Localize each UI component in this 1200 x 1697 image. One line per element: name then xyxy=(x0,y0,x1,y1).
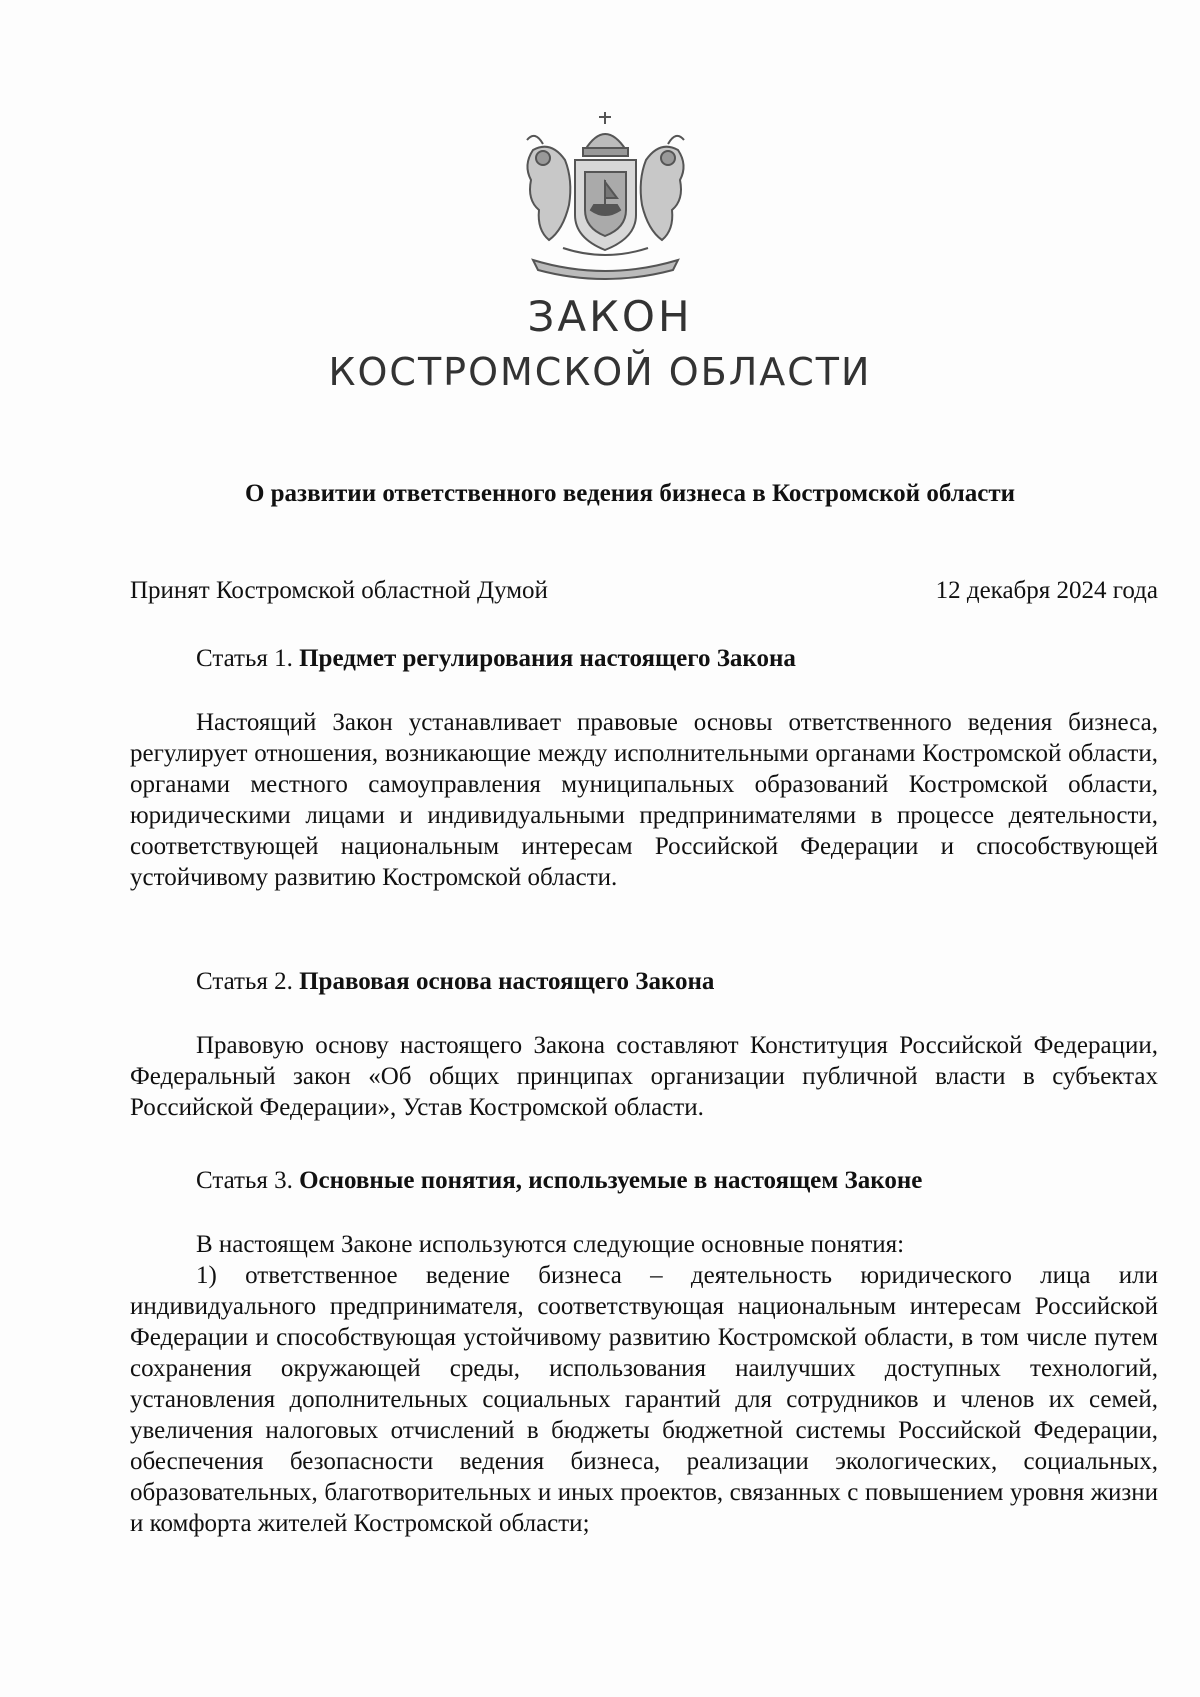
article-1-text: Настоящий Закон устанавливает правовые основы ответственного ведения бизнеса, регулирует отношения, возникающие между исполнительными органами Костромской области, органами местного самоуправления муниципальных образований Костромской области, юридическими лицами и индивидуальными предпринимателями в процессе деятельности, соответствующей национальным интересам Российской Федерации и способствующей устойчивому развитию Костромской области. xyxy=(130,709,1158,891)
article-3-item-1: 1) ответственное ведение бизнеса – деятельность юридического лица или индивидуального предпринимателя, соответствующая национальным интересам Российской Федерации и способствующая устойчивому развитию Костромской области, в том числе путем сохранения окружающей среды, использования наилучших доступных технологий, установления дополнительных социальных гарантий для сотрудников и членов их семей, увеличения налоговых отчислений в бюджеты бюджетной системы Российской Федерации, обеспечения безопасности ведения бизнеса, реализации экологических, социальных, образовательных, благотворительных и иных проектов, связанных с повышением уровня жизни и комфорта жителей Костромской области; xyxy=(130,1262,1158,1537)
adoption-date: 12 декабря 2024 года xyxy=(935,577,1158,604)
article-title: Правовая основа настоящего Закона xyxy=(299,968,715,995)
article-1-heading xyxy=(196,645,796,673)
law-type-heading: ЗАКОН xyxy=(527,292,693,341)
kostroma-coat-of-arms-icon xyxy=(513,110,698,280)
article-title: Основные понятия, используемые в настоящем Законе xyxy=(299,1167,923,1194)
region-heading: КОСТРОМСКОЙ ОБЛАСТИ xyxy=(328,350,872,394)
article-2-text: Правовую основу настоящего Закона составляют Конституция Российской Федерации, Федеральный закон «Об общих принципах организации публичной власти в субъектах Российской Федерации», Устав Костромской области. xyxy=(130,1032,1158,1121)
article-number: Статья 1. xyxy=(196,645,293,672)
article-title: Предмет регулирования настоящего Закона xyxy=(299,645,796,672)
adoption-line xyxy=(130,577,1158,605)
adopted-by: Принят Костромской областной Думой xyxy=(130,577,548,604)
article-2-heading xyxy=(196,968,714,996)
article-3-heading xyxy=(196,1167,922,1195)
article-number: Статья 2. xyxy=(196,968,293,995)
document-title: О развитии ответственного ведения бизнеса в Костромской области xyxy=(244,480,1016,507)
article-number: Статья 3. xyxy=(196,1167,293,1194)
article-3-intro: В настоящем Законе используются следующие основные понятия: xyxy=(196,1231,905,1258)
